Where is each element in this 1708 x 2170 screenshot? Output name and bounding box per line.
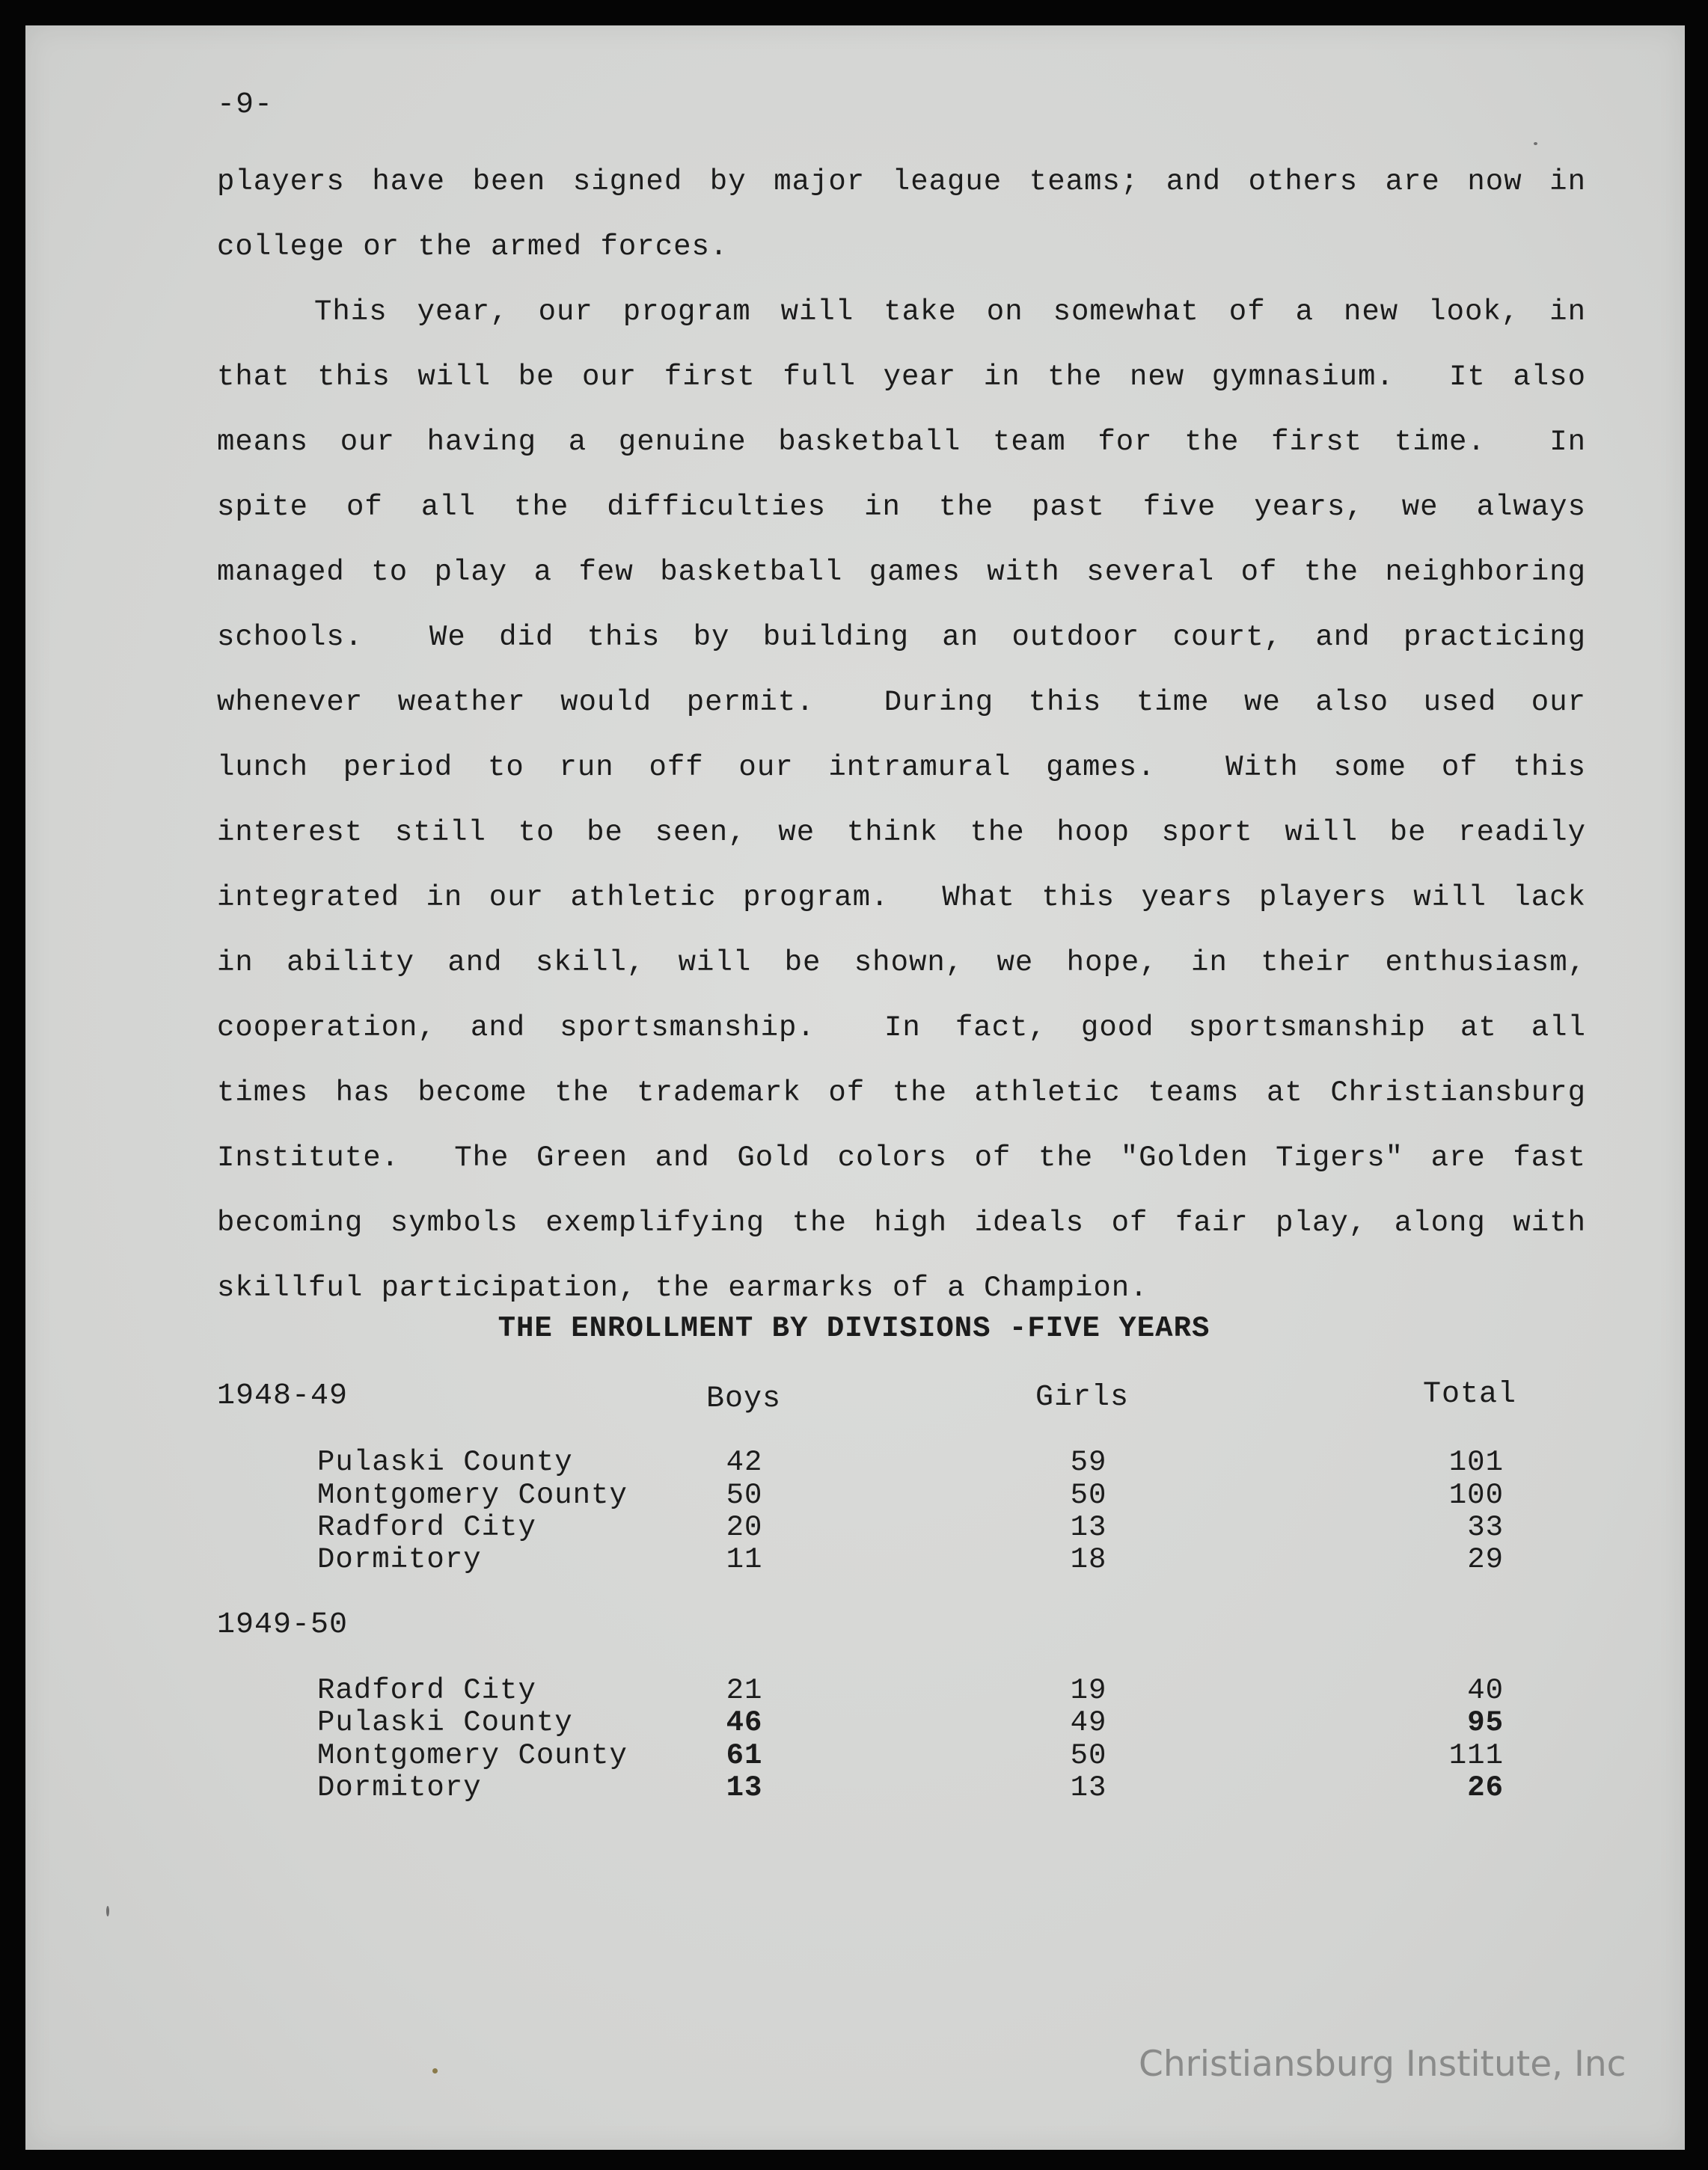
text-line: becoming symbols exemplifying the high ideals of fair play, along with xyxy=(217,1207,1586,1239)
text-line: that this will be our first full year in the new gymnasium. It also xyxy=(217,361,1586,393)
division-name: Radford City xyxy=(317,1674,536,1707)
table-row xyxy=(0,1446,1708,1479)
year-label: 1948-49 xyxy=(217,1379,349,1413)
total-count: 40 xyxy=(1467,1674,1504,1707)
text-line: This year, our program will take on somewhat of a new look, in xyxy=(314,295,1586,328)
division-name: Radford City xyxy=(317,1511,536,1544)
boys-count: 61 xyxy=(726,1739,763,1772)
division-name: Pulaski County xyxy=(317,1706,573,1739)
text-line: Institute. The Green and Gold colors of the "Golden Tigers" are fast xyxy=(217,1141,1586,1174)
boys-count: 13 xyxy=(726,1771,763,1804)
text-line: in ability and skill, will be shown, we hope, in their enthusiasm, xyxy=(217,946,1586,979)
table-row xyxy=(0,1706,1708,1739)
total-count: 26 xyxy=(1467,1771,1504,1804)
paper-speck xyxy=(432,2068,438,2074)
column-header-boys: Boys xyxy=(706,1382,782,1416)
table-title: THE ENROLLMENT BY DIVISIONS -FIVE YEARS xyxy=(498,1312,1210,1345)
text-line: times has become the trademark of the athletic teams at Christiansburg xyxy=(217,1076,1586,1109)
girls-count: 50 xyxy=(1070,1479,1107,1512)
table-row xyxy=(0,1771,1708,1804)
boys-count: 11 xyxy=(726,1543,763,1576)
text-line: integrated in our athletic program. What this years players will lack xyxy=(217,881,1586,914)
table-row xyxy=(0,1511,1708,1544)
table-row xyxy=(0,1739,1708,1772)
girls-count: 18 xyxy=(1070,1543,1107,1576)
watermark: Christiansburg Institute, Inc xyxy=(1139,2044,1626,2085)
total-count: 95 xyxy=(1467,1706,1504,1739)
table-row xyxy=(0,1479,1708,1512)
page-number: -9- xyxy=(217,88,274,122)
text-line: means our having a genuine basketball team for the first time. In xyxy=(217,426,1586,459)
table-row xyxy=(0,1674,1708,1707)
text-line: spite of all the difficulties in the past five years, we always xyxy=(217,491,1586,524)
boys-count: 42 xyxy=(726,1446,763,1479)
division-name: Montgomery County xyxy=(317,1739,628,1772)
column-header-total: Total xyxy=(1423,1378,1517,1412)
text-line: schools. We did this by building an outdoor court, and practicing xyxy=(217,621,1586,654)
text-line: cooperation, and sportsmanship. In fact, good sportsmanship at all xyxy=(217,1011,1586,1044)
text-line: interest still to be seen, we think the hoop sport will be readily xyxy=(217,816,1586,849)
division-name: Dormitory xyxy=(317,1543,482,1576)
girls-count: 49 xyxy=(1070,1706,1107,1739)
division-name: Dormitory xyxy=(317,1771,482,1804)
table-row xyxy=(0,1543,1708,1576)
column-header-girls: Girls xyxy=(1035,1381,1130,1415)
division-name: Pulaski County xyxy=(317,1446,573,1479)
girls-count: 13 xyxy=(1070,1511,1107,1544)
text-line: skillful participation, the earmarks of a Champion. xyxy=(217,1272,1148,1305)
body-text xyxy=(217,150,1586,1321)
text-line: managed to play a few basketball games with several of the neighboring xyxy=(217,556,1586,589)
total-count: 100 xyxy=(1448,1479,1504,1512)
text-line: whenever weather would permit. During this time we also used our xyxy=(217,686,1586,719)
boys-count: 20 xyxy=(726,1511,763,1544)
paper-speck xyxy=(1534,142,1537,145)
total-count: 101 xyxy=(1448,1446,1504,1479)
total-count: 33 xyxy=(1467,1511,1504,1544)
division-name: Montgomery County xyxy=(317,1479,628,1512)
girls-count: 13 xyxy=(1070,1771,1107,1804)
girls-count: 59 xyxy=(1070,1446,1107,1479)
year-label: 1949-50 xyxy=(217,1608,349,1642)
boys-count: 21 xyxy=(726,1674,763,1707)
girls-count: 50 xyxy=(1070,1739,1107,1772)
text-line: lunch period to run off our intramural games. With some of this xyxy=(217,751,1586,784)
text-line: players have been signed by major league teams; and others are now in xyxy=(217,165,1586,198)
total-count: 29 xyxy=(1467,1543,1504,1576)
girls-count: 19 xyxy=(1070,1674,1107,1707)
text-line: college or the armed forces. xyxy=(217,230,729,263)
boys-count: 50 xyxy=(726,1479,763,1512)
total-count: 111 xyxy=(1448,1739,1504,1772)
boys-count: 46 xyxy=(726,1706,763,1739)
paper-speck xyxy=(106,1906,109,1916)
